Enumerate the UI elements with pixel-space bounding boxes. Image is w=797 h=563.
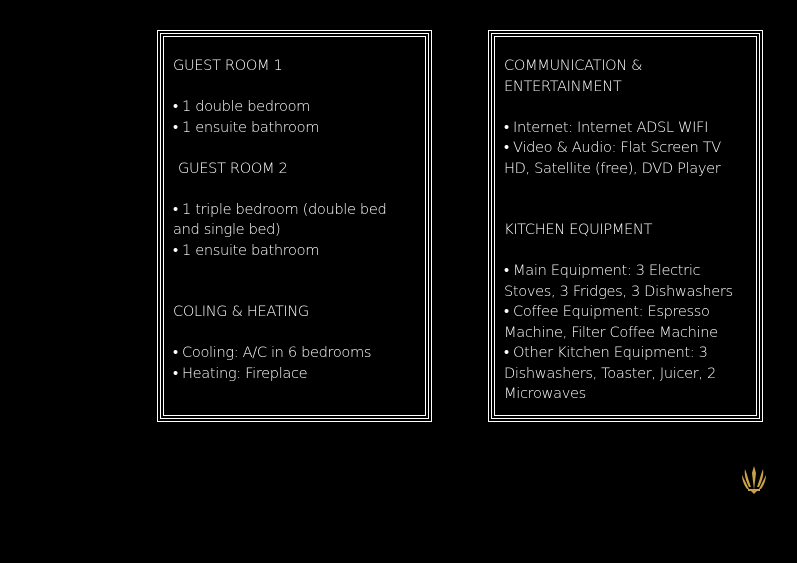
list-item: • 1 double bedroom — [173, 98, 311, 115]
kitchen-heading: KITCHEN EQUIPMENT — [504, 221, 653, 238]
list-item: • Internet: Internet ADSL WIFI — [504, 118, 709, 136]
list-item: • 1 triple bedroom (double bed and single bed) — [173, 200, 387, 238]
cooling-heating-heading: COLING & HEATING — [173, 303, 309, 320]
communication-heading: COMMUNICATION & ENTERTAINMENT — [504, 57, 643, 95]
list-item: • Other Kitchen Equipment: 3 Dishwashers, Toaster, Juicer, 2 Microwaves — [504, 344, 716, 402]
guest-room-1-heading: GUEST ROOM 1 — [173, 57, 283, 74]
trident-crown-icon — [741, 466, 767, 494]
list-item: • Main Equipment: 3 Electric Stoves, 3 Fridges, 3 Dishwashers — [504, 262, 733, 300]
right-info-panel — [488, 30, 763, 422]
left-info-panel — [157, 30, 432, 422]
list-item: • Coffee Equipment: Espresso Machine, Filter Coffee Machine — [504, 303, 718, 341]
list-item: • Video & Audio: Flat Screen TV HD, Satellite (free), DVD Player — [504, 139, 721, 177]
left-panel-content — [173, 56, 419, 384]
guest-room-2-heading: GUEST ROOM 2 — [178, 159, 288, 177]
list-item: • 1 ensuite bathroom — [173, 241, 320, 259]
list-item: • 1 ensuite bathroom — [173, 118, 320, 136]
list-item: • Heating: Fireplace — [173, 364, 308, 382]
right-panel-content — [504, 56, 750, 405]
list-item: • Cooling: A/C in 6 bedrooms — [173, 344, 372, 361]
